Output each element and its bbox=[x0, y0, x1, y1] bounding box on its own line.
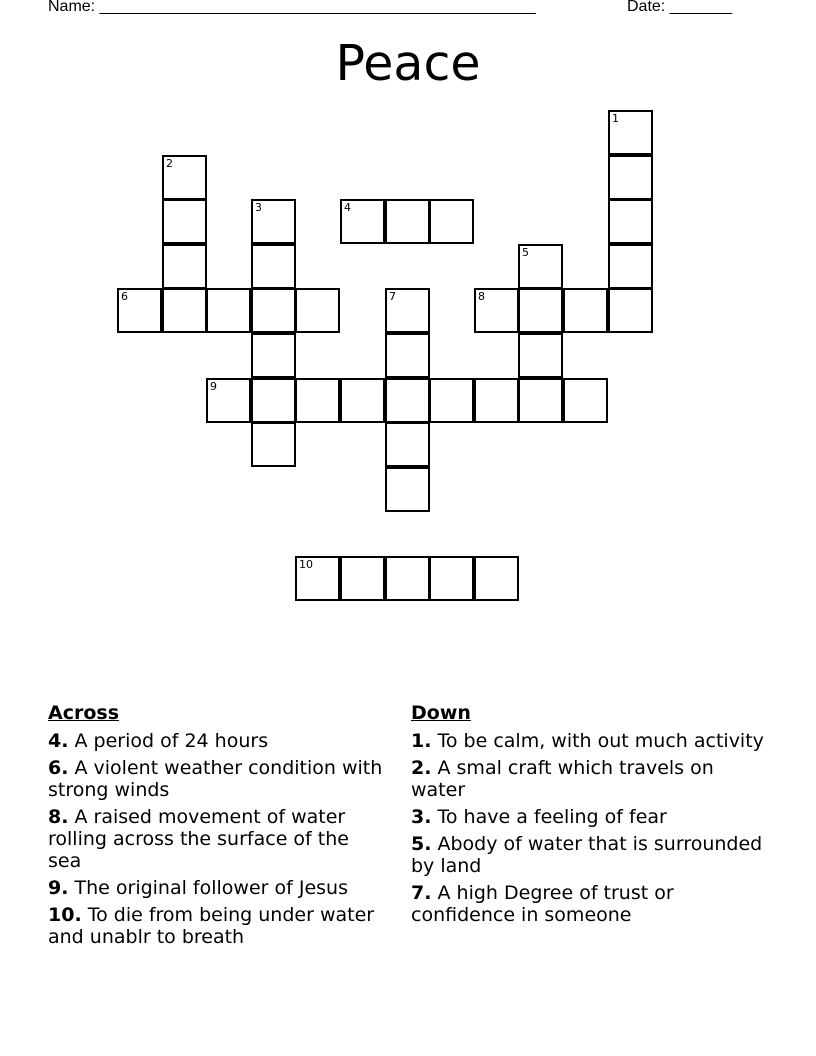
clue-number-label: 9 bbox=[210, 380, 217, 393]
grid-cell[interactable] bbox=[385, 467, 430, 512]
grid-cell[interactable] bbox=[608, 110, 653, 155]
across-clue bbox=[48, 806, 388, 872]
grid-cell[interactable] bbox=[206, 288, 251, 333]
clue-number-label: 10 bbox=[299, 558, 313, 571]
clue-text: Abody of water that is surrounded by land bbox=[411, 833, 763, 877]
clue-number-label: 6 bbox=[121, 290, 128, 303]
across-clue bbox=[48, 904, 388, 948]
grid-cell[interactable] bbox=[295, 288, 340, 333]
across-clue bbox=[48, 757, 388, 801]
grid-cell[interactable] bbox=[385, 199, 430, 244]
grid-cell[interactable] bbox=[162, 244, 207, 289]
clue-text: A smal craft which travels on water bbox=[411, 757, 714, 801]
grid-cell[interactable] bbox=[251, 422, 296, 467]
clue-number: 1. bbox=[411, 730, 432, 752]
grid-cell[interactable] bbox=[295, 378, 340, 423]
clue-text: The original follower of Jesus bbox=[74, 877, 348, 899]
grid-cell[interactable] bbox=[608, 199, 653, 244]
across-clue bbox=[48, 730, 388, 752]
grid-cell[interactable] bbox=[162, 288, 207, 333]
clue-number-label: 3 bbox=[255, 201, 262, 214]
clue-text: A high Degree of trust or confidence in someone bbox=[411, 882, 674, 926]
clue-number: 4. bbox=[48, 730, 69, 752]
grid-cell[interactable] bbox=[608, 155, 653, 200]
grid-cell[interactable] bbox=[518, 288, 563, 333]
date-field-label: Date: _______ bbox=[627, 0, 732, 15]
clue-number: 3. bbox=[411, 806, 432, 828]
clue-number: 9. bbox=[48, 877, 69, 899]
grid-cell[interactable] bbox=[608, 244, 653, 289]
clue-number: 7. bbox=[411, 882, 432, 904]
down-heading: Down bbox=[411, 702, 471, 724]
down-clue bbox=[411, 882, 771, 926]
clue-number: 8. bbox=[48, 806, 69, 828]
grid-cell[interactable] bbox=[162, 199, 207, 244]
down-clues bbox=[411, 702, 771, 931]
down-clue bbox=[411, 730, 771, 752]
clue-text: A violent weather condition with strong winds bbox=[48, 757, 383, 801]
name-field-label: Name: _________________________________________________ bbox=[48, 0, 536, 15]
down-clue bbox=[411, 806, 771, 828]
grid-cell[interactable] bbox=[563, 288, 608, 333]
grid-cell[interactable] bbox=[251, 288, 296, 333]
clue-number: 2. bbox=[411, 757, 432, 779]
grid-cell[interactable] bbox=[385, 422, 430, 467]
clue-text: To have a feeling of fear bbox=[437, 806, 667, 828]
clue-number: 6. bbox=[48, 757, 69, 779]
grid-cell[interactable] bbox=[429, 378, 474, 423]
down-clue bbox=[411, 833, 771, 877]
clue-number: 5. bbox=[411, 833, 432, 855]
clue-text: To die from being under water and unablr to breath bbox=[48, 904, 375, 948]
across-heading: Across bbox=[48, 702, 120, 724]
grid-cell[interactable] bbox=[162, 155, 207, 200]
grid-cell[interactable] bbox=[518, 378, 563, 423]
grid-cell[interactable] bbox=[251, 244, 296, 289]
grid-cell[interactable] bbox=[518, 333, 563, 378]
grid-cell[interactable] bbox=[251, 199, 296, 244]
grid-cell[interactable] bbox=[429, 199, 474, 244]
clue-number: 10. bbox=[48, 904, 82, 926]
clue-number-label: 7 bbox=[389, 290, 396, 303]
grid-cell[interactable] bbox=[385, 288, 430, 333]
grid-cell[interactable] bbox=[385, 556, 430, 601]
clue-number-label: 8 bbox=[478, 290, 485, 303]
grid-cell[interactable] bbox=[608, 288, 653, 333]
grid-cell[interactable] bbox=[251, 378, 296, 423]
grid-cell[interactable] bbox=[340, 556, 385, 601]
puzzle-title: Peace bbox=[335, 35, 481, 92]
grid-cell[interactable] bbox=[340, 199, 385, 244]
grid-cell[interactable] bbox=[117, 288, 162, 333]
grid-cell[interactable] bbox=[251, 333, 296, 378]
across-clues bbox=[48, 702, 388, 953]
grid-cell[interactable] bbox=[563, 378, 608, 423]
grid-cell[interactable] bbox=[474, 556, 519, 601]
clue-number-label: 5 bbox=[522, 246, 529, 259]
down-clue bbox=[411, 757, 771, 801]
grid-cell[interactable] bbox=[518, 244, 563, 289]
grid-cell[interactable] bbox=[295, 556, 340, 601]
clue-number-label: 1 bbox=[612, 112, 619, 125]
grid-cell[interactable] bbox=[385, 378, 430, 423]
clue-number-label: 2 bbox=[166, 157, 173, 170]
clue-number-label: 4 bbox=[344, 201, 351, 214]
grid-cell[interactable] bbox=[385, 333, 430, 378]
clue-text: A period of 24 hours bbox=[74, 730, 269, 752]
grid-cell[interactable] bbox=[474, 378, 519, 423]
clue-text: A raised movement of water rolling across the surface of the sea bbox=[48, 806, 349, 872]
across-clue bbox=[48, 877, 388, 899]
grid-cell[interactable] bbox=[206, 378, 251, 423]
grid-cell[interactable] bbox=[429, 556, 474, 601]
grid-cell[interactable] bbox=[340, 378, 385, 423]
clue-text: To be calm, with out much activity bbox=[437, 730, 764, 752]
grid-cell[interactable] bbox=[474, 288, 519, 333]
